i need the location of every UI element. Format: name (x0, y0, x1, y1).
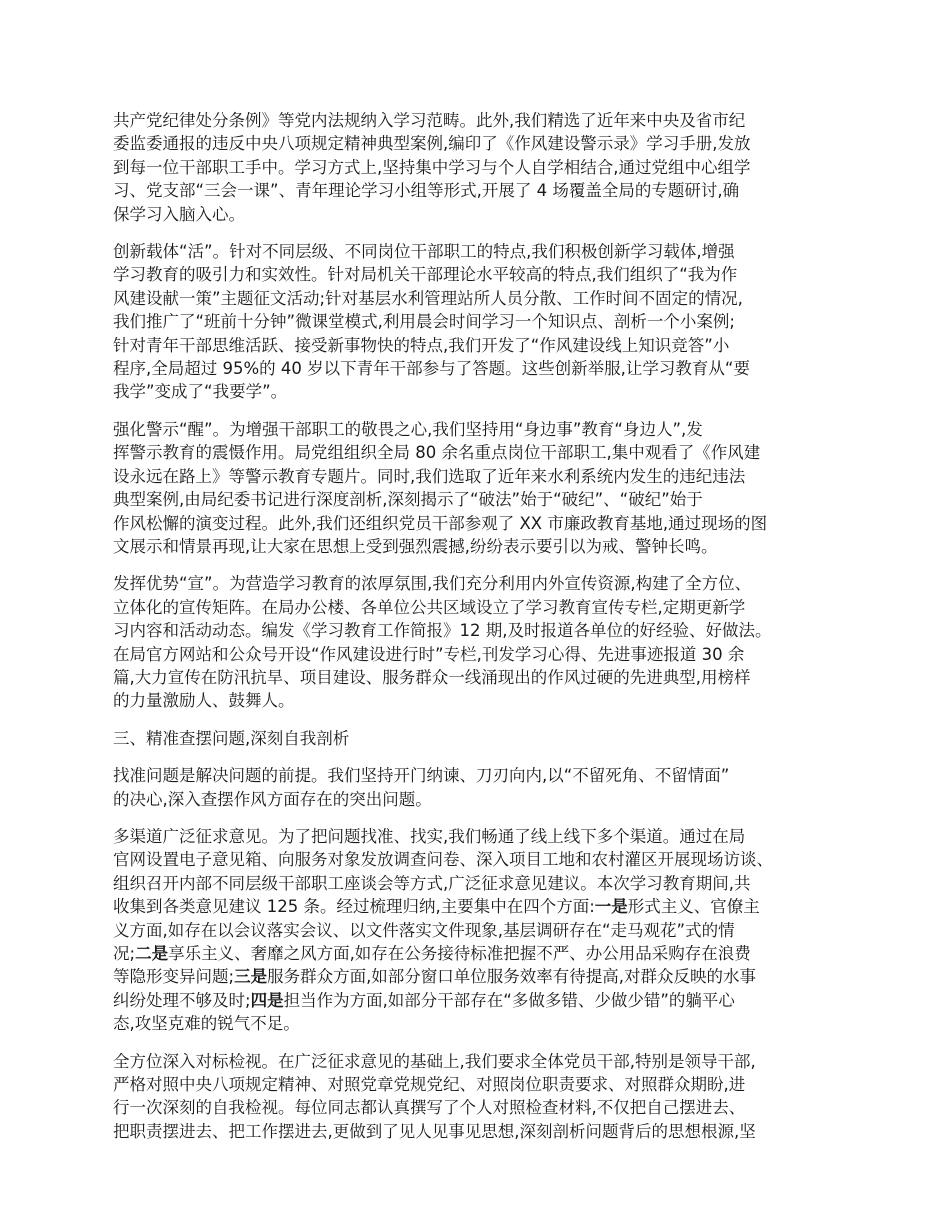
text-line: 发挥优势“宣”。为营造学习教育的浓厚氛围,我们充分利用内外宣传资源,构建了全方位、 (113, 574, 752, 594)
text-line: 态,攻坚克难的锐气不足。 (113, 1014, 300, 1034)
text-line: 多渠道广泛征求意见。为了把问题找准、找实,我们畅通了线上线下多个渠道。通过在局 (113, 826, 746, 846)
text-line: 严格对照中央八项规定精神、对照党章党规党纪、对照岗位职责要求、对照群众期盼,进 (113, 1075, 746, 1095)
text-line (113, 989, 853, 1012)
text-line: 官网设置电子意见箱、向服务对象发放调查问卷、深入项目工地和农村灌区开展现场访谈、 (113, 850, 773, 870)
text-run: 收集到各类意见建议 125 条。经过梳理归纳,主要集中在四个方面: (113, 897, 595, 917)
text-line: 我们推广了“班前十分钟”微课堂模式,利用晨会时间学习一个知识点、剖析一个小案例; (113, 312, 735, 332)
text-line: 的力量激励人、鼓舞人。 (113, 691, 295, 711)
emphasis-second: 二是 (135, 944, 169, 963)
text-line: 立体化的宣传矩阵。在局办公楼、各单位公共区域设立了学习教育宣传专栏,定期更新学 (113, 597, 746, 617)
text-line: 文展示和情景再现,让大家在思想上受到强烈震撼,纷纷表示要引以为戒、警钟长鸣。 (113, 536, 718, 556)
paragraph-warning-education (113, 418, 853, 558)
text-run: 况; (113, 944, 136, 963)
text-line: 把职责摆进去、把工作摆进去,更做到了见人见事见思想,深刻剖析问题背后的思想根源,坚 (113, 1121, 756, 1141)
text-line: 义方面,如存在以会议落实会议、以文件落实文件现象,基层调研存在“走马观花”式的情 (113, 920, 735, 940)
paragraph-study-scope (113, 109, 853, 226)
text-line: 强化警示“醒”。为增强干部职工的敬畏之心,我们坚持用“身边事”教育“身边人”,发 (113, 419, 703, 439)
text-line: 挥警示教育的震慑作用。局党组组织全局 80 余名重点岗位干部职工,集中观看了《作风建 (113, 443, 761, 463)
paragraph-intro (113, 764, 853, 811)
text-line: 篇,大力宣传在防汛抗旱、项目建设、服务群众一线涌现出的作风过硬的先进典型,用榜样 (113, 667, 751, 687)
text-run: 享乐主义、奢靡之风方面,如存在公务接待标准把握不严、办公用品采购存在浪费 (168, 944, 751, 963)
text-line: 行一次深刻的自我检视。每位同志都认真撰写了个人对照检查材料,不仅把自己摆进去、 (113, 1098, 746, 1118)
text-line (113, 965, 853, 988)
section-heading: 三、精准查摆问题,深刻自我剖析 (113, 728, 350, 748)
text-line: 针对青年干部思维活跃、接受新事物快的特点,我们开发了“作风建设线上知识竞答”小 (113, 335, 730, 355)
text-line: 在局官方网站和公众号开设“作风建设进行时”专栏,刊发学习心得、先进事迹报道 30 余 (113, 644, 745, 664)
text-line: 我学”变成了“我要学”。 (113, 382, 288, 402)
text-run: 担当作为方面,如部分干部存在“多做多错、少做少错”的躺平心 (283, 990, 735, 1010)
text-line: 委监委通报的违反中央八项规定精神典型案例,编印了《作风建设警示录》学习手册,发放 (113, 134, 751, 154)
text-line: 全方位深入对标检视。在广泛征求意见的基础上,我们要求全体党员干部,特别是领导干部, (113, 1051, 756, 1071)
text-line: 风建设献一策”主题征文活动;针对基层水利管理站所人员分散、工作时间不固定的情况, (113, 288, 743, 308)
text-line (113, 895, 853, 918)
paragraph-innovate-carrier (113, 240, 853, 404)
text-line: 作风松懈的演变过程。此外,我们还组织党员干部参观了 XX 市廉政教育基地,通过现场的图 (113, 513, 768, 533)
emphasis-third: 三是 (234, 967, 268, 987)
text-line: 典型案例,由局纪委书记进行深度剖析,深刻揭示了“破法”始于“破纪”、“破纪”始于 (113, 490, 703, 510)
text-line: 组织召开内部不同层级干部职工座谈会等方式,广泛征求意见建议。本次学习教育期间,共 (113, 873, 751, 893)
text-line: 习、党支部“三会一课”、青年理论学习小组等形式,开展了 4 场覆盖全局的专题研讨,确 (113, 181, 740, 201)
text-line: 学习教育的吸引力和实效性。针对局机关干部理论水平较高的特点,我们组织了“我为作 (113, 265, 738, 285)
text-line: 保学习入脑入心。 (113, 204, 245, 224)
document-page (113, 109, 853, 1157)
text-line: 创新载体“活”。针对不同层级、不同岗位干部职工的特点,我们积极创新学习载体,增强 (113, 242, 735, 262)
text-line (113, 942, 853, 965)
emphasis-fourth: 四是 (250, 990, 284, 1010)
text-run: 形式主义、官僚主 (627, 897, 760, 917)
text-line: 程序,全局超过 95%的 40 岁以下青年干部参与了答题。这些创新举服,让学习教育从“要 (113, 359, 750, 379)
emphasis-first: 一是 (594, 897, 628, 917)
text-line: 设永远在路上》等警示教育专题片。同时,我们选取了近年来水利系统内发生的违纪违法 (113, 466, 746, 486)
paragraph-publicity (113, 572, 853, 712)
text-line: 找准问题是解决问题的前提。我们坚持开门纳谏、刀刃向内,以“不留死角、不留情面” (113, 766, 730, 786)
text-run: 纠纷处理不够及时; (113, 990, 251, 1010)
text-line: 共产党纪律处分条例》等党内法规纳入学习范畴。此外,我们精选了近年来中央及省市纪 (113, 111, 746, 130)
text-line: 到每一位干部职工手中。学习方式上,坚持集中学习与个人自学相结合,通过党组中心组学 (113, 157, 751, 177)
text-line: 的决心,深入查摆作风方面存在的突出问题。 (113, 789, 432, 809)
text-line: 习内容和活动动态。编发《学习教育工作简报》12 期,及时报道各单位的好经验、好做法。 (113, 621, 772, 641)
text-run: 等隐形变异问题; (113, 967, 235, 987)
paragraph-collect-opinions (113, 825, 853, 1036)
paragraph-self-check (113, 1050, 853, 1144)
text-run: 服务群众方面,如部分窗口单位服务效率有待提高,对群众反映的水事 (267, 967, 757, 987)
